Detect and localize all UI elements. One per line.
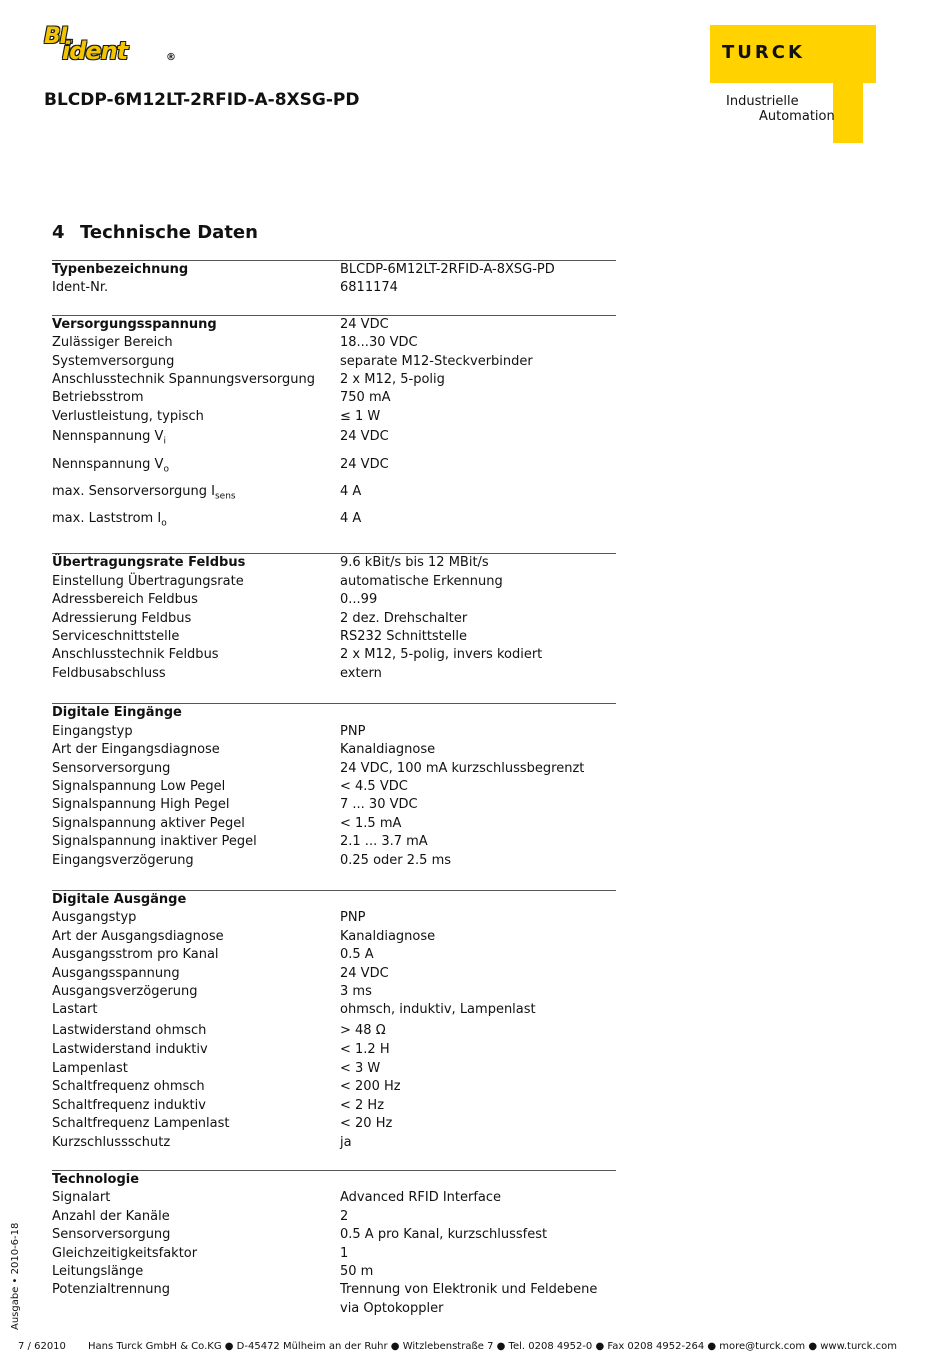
spec-label: [52, 1060, 340, 1078]
spec-label: [52, 481, 340, 508]
spec-value: < 1.2 H: [340, 1042, 390, 1058]
product-title: BLCDP-6M12LT-2RFID-A-8XSG-PD: [44, 90, 360, 110]
spec-row: [52, 965, 616, 983]
spec-label: [52, 1208, 340, 1226]
spec-label-text: Technologie: [52, 1171, 140, 1187]
spec-label: [52, 1263, 340, 1281]
spec-label-text: Adressbereich Feldbus: [52, 592, 198, 608]
spec-row: [52, 1281, 616, 1318]
spec-value: 2 x M12, 5-polig, invers kodiert: [340, 647, 543, 663]
logo-registered-mark: ®: [166, 52, 175, 63]
spec-value: < 200 Hz: [340, 1079, 401, 1095]
spec-row: [52, 508, 616, 535]
spec-value: 50 m: [340, 1263, 374, 1279]
spec-group: [52, 890, 616, 1152]
spec-value: 1: [340, 1245, 349, 1261]
spec-value: ohmsch, induktiv, Lampenlast: [340, 1002, 536, 1018]
spec-value: separate M12-Steckverbinder: [340, 353, 533, 369]
spec-value: extern: [340, 665, 382, 681]
spec-row: [52, 408, 616, 426]
spec-row: [52, 1245, 616, 1263]
spec-label-text: Art der Ausgangsdiagnose: [52, 928, 224, 944]
spec-row: [52, 909, 616, 927]
spec-group-header: [52, 554, 616, 572]
spec-label: [52, 279, 340, 297]
spec-row: [52, 481, 616, 508]
spec-row: [52, 1020, 616, 1042]
spec-value: < 2 Hz: [340, 1097, 385, 1113]
spec-group: [52, 703, 616, 870]
spec-value: < 20 Hz: [340, 1116, 393, 1132]
spec-row: [52, 353, 616, 371]
spec-label-text: Gleichzeitigkeitsfaktor: [52, 1245, 198, 1261]
spec-row: [52, 646, 616, 664]
spec-label-text: Schaltfrequenz induktiv: [52, 1097, 206, 1113]
spec-label: [52, 760, 340, 778]
spec-row: [52, 1226, 616, 1244]
spec-label-text: Leitungslänge: [52, 1263, 144, 1279]
spec-value: automatische Erkennung: [340, 573, 503, 589]
spec-value: PNP: [340, 910, 366, 926]
spec-row: [52, 723, 616, 741]
spec-label: [52, 833, 340, 851]
spec-value: PNP: [340, 723, 366, 739]
spec-row: [52, 741, 616, 759]
spec-row: [52, 833, 616, 851]
spec-row: [52, 946, 616, 964]
spec-label-text: Digitale Eingänge: [52, 705, 182, 721]
spec-label: [52, 891, 340, 909]
spec-label: [52, 1020, 340, 1042]
spec-value: 9.6 kBit/s bis 12 MBit/s: [340, 555, 489, 571]
spec-label-text: Ident-Nr.: [52, 280, 109, 296]
spec-label: [52, 704, 340, 722]
spec-value: BLCDP-6M12LT-2RFID-A-8XSG-PD: [340, 262, 555, 277]
spec-row: [52, 1189, 616, 1207]
spec-label: [52, 1171, 340, 1189]
spec-label-text: Ausgangsstrom pro Kanal: [52, 947, 219, 963]
spec-label-text: Anzahl der Kanäle: [52, 1208, 170, 1224]
spec-label-text: max. Laststrom I: [52, 511, 162, 527]
spec-label-text: Adressierung Feldbus: [52, 610, 192, 626]
spec-label-text: Sensorversorgung: [52, 760, 171, 776]
spec-row: [52, 610, 616, 628]
spec-label-subscript: o: [161, 518, 167, 529]
spec-label: [52, 591, 340, 609]
spec-label: [52, 1189, 340, 1207]
spec-value: 2: [340, 1208, 349, 1224]
spec-label: [52, 909, 340, 927]
spec-label-text: Signalspannung inaktiver Pegel: [52, 834, 257, 850]
spec-row: [52, 426, 616, 453]
spec-label: [52, 778, 340, 796]
spec-row: [52, 573, 616, 591]
spec-value: 24 VDC, 100 mA kurzschlussbegrenzt: [340, 760, 585, 776]
spec-label-text: Nennspannung V: [52, 429, 164, 445]
spec-value: < 4.5 VDC: [340, 778, 408, 794]
spec-label: [52, 1078, 340, 1096]
spec-label-text: Signalspannung aktiver Pegel: [52, 815, 245, 831]
spec-label-text: Betriebsstrom: [52, 390, 144, 406]
spec-group: [52, 553, 616, 683]
spec-group-header: [52, 891, 616, 909]
spec-row: [52, 454, 616, 481]
spec-label-text: Signalspannung High Pegel: [52, 797, 230, 813]
spec-group-header: [52, 316, 616, 334]
spec-value: Trennung von Elektronik und Feldebene via Optokoppler: [340, 1282, 598, 1316]
spec-value: > 48 Ω: [340, 1022, 386, 1038]
spec-label-text: Art der Eingangsdiagnose: [52, 742, 220, 758]
spec-value: 2 dez. Drehschalter: [340, 610, 468, 626]
spec-value: Kanaldiagnose: [340, 928, 436, 944]
spec-label: [52, 852, 340, 870]
spec-label-text: Ausgangsverzögerung: [52, 983, 198, 999]
spec-label: [52, 573, 340, 591]
spec-label: [52, 983, 340, 1001]
spec-value: 2 x M12, 5-polig: [340, 372, 445, 388]
spec-group: [52, 315, 616, 536]
turck-logo-text: TURCK: [722, 42, 805, 63]
spec-row: [52, 334, 616, 352]
spec-label-text: Sensorversorgung: [52, 1227, 171, 1243]
spec-label-text: Typenbezeichnung: [52, 262, 189, 277]
spec-value: 4 A: [340, 483, 362, 499]
spec-label-subscript: o: [163, 464, 169, 475]
spec-label: [52, 741, 340, 759]
spec-label-text: Verlustleistung, typisch: [52, 408, 204, 424]
spec-label-subscript: sens: [214, 491, 236, 502]
spec-row: [52, 1208, 616, 1226]
spec-label: [52, 723, 340, 741]
spec-label-text: Einstellung Übertragungsrate: [52, 573, 244, 589]
spec-label: [52, 1115, 340, 1133]
spec-label-text: Nennspannung V: [52, 456, 164, 472]
spec-label: [52, 353, 340, 371]
spec-row: [52, 983, 616, 1001]
spec-value: 7 ... 30 VDC: [340, 797, 418, 813]
spec-label: [52, 796, 340, 814]
spec-label: [52, 1226, 340, 1244]
tagline: [726, 94, 835, 124]
spec-label: [52, 815, 340, 833]
logo-bl-text: BL: [44, 24, 73, 49]
spec-label-text: Ausgangsspannung: [52, 965, 180, 981]
spec-label-text: max. Sensorversorgung I: [52, 483, 215, 499]
spec-label: [52, 610, 340, 628]
spec-label: [52, 316, 340, 334]
spec-label-subscript: i: [163, 436, 166, 447]
spec-value: 0.5 A pro Kanal, kurzschlussfest: [340, 1227, 548, 1243]
spec-label-text: Digitale Ausgänge: [52, 891, 187, 907]
spec-label: [52, 426, 340, 453]
spec-value: 24 VDC: [340, 965, 389, 981]
spec-value: 4 A: [340, 511, 362, 527]
spec-label-text: Signalspannung Low Pegel: [52, 778, 226, 794]
spec-label-text: Systemversorgung: [52, 353, 175, 369]
spec-value: 24 VDC: [340, 456, 389, 472]
spec-label-text: Zulässiger Bereich: [52, 335, 173, 351]
section-number: 4: [52, 222, 65, 243]
spec-label: [52, 965, 340, 983]
page-number: 7 / 62010: [18, 1341, 66, 1352]
spec-label-text: Eingangstyp: [52, 723, 133, 739]
spec-row: [52, 1097, 616, 1115]
spec-row: [52, 279, 616, 297]
spec-label: [52, 928, 340, 946]
spec-value: 6811174: [340, 280, 398, 296]
spec-value: 0.25 oder 2.5 ms: [340, 852, 452, 868]
spec-label: [52, 946, 340, 964]
spec-label: [52, 646, 340, 664]
spec-label: [52, 371, 340, 389]
spec-group-header: [52, 1171, 616, 1189]
spec-row: [52, 628, 616, 646]
spec-label-text: Ausgangstyp: [52, 910, 137, 926]
spec-value: ≤ 1 W: [340, 408, 381, 424]
spec-value: ja: [340, 1134, 352, 1150]
section-title: [52, 222, 258, 243]
spec-label-text: Feldbusabschluss: [52, 665, 166, 681]
spec-label-text: Lastwiderstand ohmsch: [52, 1022, 207, 1038]
spec-value: 0.5 A: [340, 947, 374, 963]
spec-value: Kanaldiagnose: [340, 742, 436, 758]
spec-row: [52, 1134, 616, 1152]
spec-value: [340, 1171, 616, 1189]
spec-label: [52, 408, 340, 426]
spec-label-text: Übertragungsrate Feldbus: [52, 555, 246, 571]
spec-row: [52, 852, 616, 870]
spec-label-text: Signalart: [52, 1190, 111, 1206]
spec-value: 24 VDC: [340, 316, 389, 332]
spec-value: [340, 891, 616, 909]
spec-row: [52, 1263, 616, 1281]
spec-label-text: Kurzschlussschutz: [52, 1134, 171, 1150]
spec-label-text: Schaltfrequenz ohmsch: [52, 1079, 205, 1095]
spec-label: [52, 334, 340, 352]
spec-value: 2.1 ... 3.7 mA: [340, 834, 428, 850]
spec-label-text: Lastart: [52, 1002, 98, 1018]
spec-label-text: Potenzialtrennung: [52, 1282, 171, 1298]
spec-value: RS232 Schnittstelle: [340, 629, 468, 645]
spec-value: < 1.5 mA: [340, 815, 402, 831]
spec-row: [52, 796, 616, 814]
spec-row: [52, 778, 616, 796]
spec-row: [52, 928, 616, 946]
spec-row: [52, 389, 616, 407]
spec-table: [52, 260, 616, 1318]
spec-label: [52, 1281, 340, 1318]
spec-row: [52, 1001, 616, 1019]
spec-value: 0...99: [340, 592, 378, 608]
footer: [18, 1341, 918, 1352]
spec-group-header: [52, 261, 616, 279]
spec-label-text: Lastwiderstand induktiv: [52, 1042, 208, 1058]
spec-row: [52, 815, 616, 833]
spec-value: 3 ms: [340, 983, 372, 999]
spec-group: [52, 1170, 616, 1318]
spec-label-text: Serviceschnittstelle: [52, 629, 180, 645]
spec-label-text: Anschlusstechnik Feldbus: [52, 647, 219, 663]
spec-label: [52, 508, 340, 535]
spec-label: [52, 1097, 340, 1115]
spec-label: [52, 554, 340, 572]
spec-value: 750 mA: [340, 390, 391, 406]
spec-label-text: Anschlusstechnik Spannungsversorgung: [52, 372, 315, 388]
spec-label-text: Versorgungsspannung: [52, 316, 217, 332]
tagline-line-2: Automation: [759, 109, 835, 124]
spec-row: [52, 760, 616, 778]
logo-ident-text: ident: [62, 37, 128, 65]
edition-date: Ausgabe • 2010-6-18: [10, 1222, 21, 1330]
spec-label-text: Lampenlast: [52, 1060, 128, 1076]
spec-row: [52, 1078, 616, 1096]
spec-row: [52, 1115, 616, 1133]
spec-row: [52, 1041, 616, 1059]
spec-label-text: Schaltfrequenz Lampenlast: [52, 1116, 230, 1132]
spec-value: [340, 704, 616, 722]
spec-row: [52, 591, 616, 609]
spec-label: [52, 454, 340, 481]
spec-label: [52, 1245, 340, 1263]
spec-group-header: [52, 704, 616, 722]
footer-address: Hans Turck GmbH & Co.KG ● D-45472 Mülheim an der Ruhr ● Witzlebenstraße 7 ● Tel. 0208 4952-0 ● Fax 0208 4952-264 ● more@turck.com ● www.turck.com: [88, 1341, 898, 1352]
spec-label: [52, 628, 340, 646]
spec-row: [52, 371, 616, 389]
spec-group: [52, 260, 616, 298]
spec-value: 18...30 VDC: [340, 335, 418, 351]
spec-label: [52, 1001, 340, 1019]
turck-logo-tail: [833, 83, 863, 143]
spec-row: [52, 665, 616, 683]
section-title-text: Technische Daten: [80, 222, 258, 243]
spec-label: [52, 389, 340, 407]
spec-value: Advanced RFID Interface: [340, 1190, 502, 1206]
spec-row: [52, 1060, 616, 1078]
spec-value: 24 VDC: [340, 429, 389, 445]
spec-label: [52, 261, 340, 279]
spec-label: [52, 1134, 340, 1152]
spec-label-text: Eingangsverzögerung: [52, 852, 194, 868]
spec-value: < 3 W: [340, 1060, 381, 1076]
tagline-line-1: Industrielle: [726, 94, 799, 109]
spec-label: [52, 1041, 340, 1059]
spec-label: [52, 665, 340, 683]
